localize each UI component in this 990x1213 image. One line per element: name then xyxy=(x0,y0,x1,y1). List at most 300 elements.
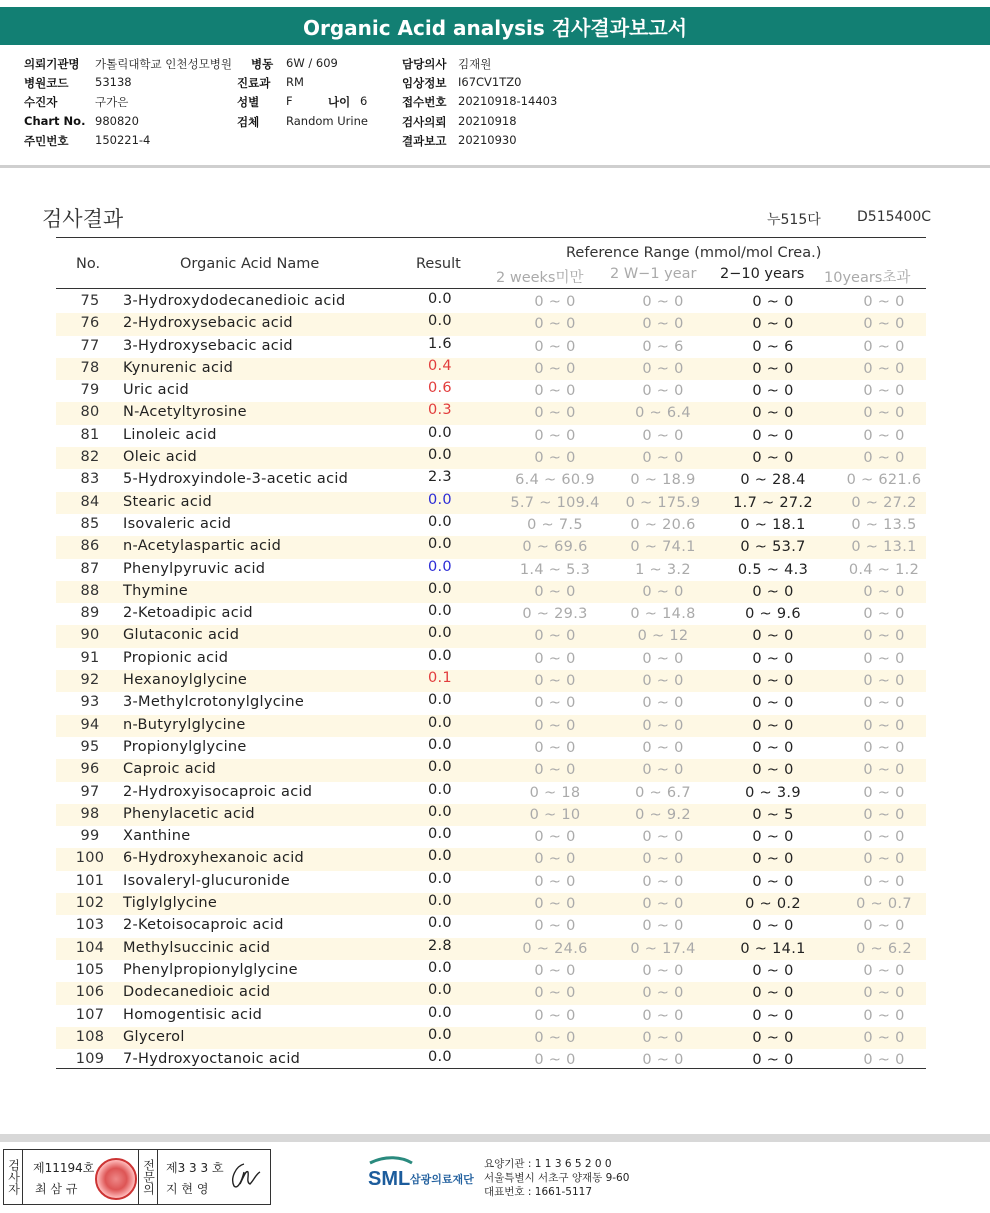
row-acid-name: 3-Hydroxydodecanedioic acid xyxy=(123,293,346,309)
row-no: 88 xyxy=(80,582,100,599)
row-acid-name: Dodecanedioic acid xyxy=(123,984,271,1001)
row-ref-2weeks: 0 ~ 0 xyxy=(534,583,576,600)
row-result: 0.0 xyxy=(428,759,452,776)
row-acid-name: Oleic acid xyxy=(123,449,198,466)
row-ref-10y: 0 ~ 0 xyxy=(863,918,905,935)
row-acid-name: 3-Hydroxysebacic acid xyxy=(123,337,293,354)
row-result: 0.0 xyxy=(428,491,452,508)
table-row xyxy=(56,670,926,692)
row-result: 0.0 xyxy=(428,848,452,865)
row-result: 2.3 xyxy=(428,469,452,486)
row-ref-10y: 0.4 ~ 1.2 xyxy=(848,561,920,578)
row-ref-10y: 0 ~ 0 xyxy=(863,383,905,400)
row-ref-2weeks: 0 ~ 0 xyxy=(534,338,576,355)
sml-logo xyxy=(366,1155,486,1199)
row-result: 0.0 xyxy=(428,313,452,330)
row-ref-10y: 0 ~ 0 xyxy=(863,1052,905,1069)
row-ref-2-10y: 0 ~ 0 xyxy=(752,405,794,422)
row-no: 82 xyxy=(80,449,100,466)
row-ref-2weeks: 0 ~ 0 xyxy=(534,650,576,667)
row-acid-name: Methylsuccinic acid xyxy=(123,939,271,956)
row-result: 0.0 xyxy=(428,893,452,910)
row-ref-10y: 0 ~ 0 xyxy=(863,739,905,756)
row-no: 84 xyxy=(80,493,100,510)
row-ref-2w-1y: 0 ~ 0 xyxy=(642,762,684,779)
row-ref-2-10y: 0 ~ 0 xyxy=(752,628,794,645)
row-result: 0.0 xyxy=(428,1004,452,1021)
row-ref-2w-1y: 0 ~ 18.9 xyxy=(630,472,696,489)
col-header-no: No. xyxy=(76,256,101,272)
row-ref-2-10y: 0 ~ 0 xyxy=(752,294,794,310)
table-row xyxy=(56,425,926,447)
row-ref-2weeks: 0 ~ 0 xyxy=(534,1029,576,1046)
row-ref-2-10y: 0 ~ 0 xyxy=(752,583,794,600)
row-no: 80 xyxy=(80,404,100,421)
row-ref-2w-1y: 0 ~ 0 xyxy=(642,673,684,690)
row-ref-10y: 0 ~ 0 xyxy=(863,294,905,310)
table-row xyxy=(56,826,926,848)
row-result: 0.0 xyxy=(428,692,452,709)
table-row xyxy=(56,603,926,625)
row-ref-2-10y: 0 ~ 0 xyxy=(752,427,794,444)
section-title: 검사결과 xyxy=(42,207,124,231)
row-ref-2-10y: 0 ~ 28.4 xyxy=(740,472,806,489)
specimen-label: 검체 xyxy=(237,115,260,129)
row-acid-name: 2-Hydroxyisocaproic acid xyxy=(123,783,313,800)
row-acid-name: N-Acetyltyrosine xyxy=(123,404,247,421)
row-acid-name: 2-Ketoadipic acid xyxy=(123,605,253,622)
row-no: 94 xyxy=(80,716,100,733)
row-acid-name: Tiglylglycine xyxy=(123,895,218,912)
row-ref-2-10y: 0.5 ~ 4.3 xyxy=(737,561,809,578)
row-ref-10y: 0 ~ 0 xyxy=(863,962,905,979)
row-ref-2weeks: 0 ~ 10 xyxy=(529,806,581,823)
age-label: 나이 xyxy=(328,95,351,109)
row-ref-10y: 0 ~ 0 xyxy=(863,450,905,467)
row-ref-10y: 0 ~ 0 xyxy=(863,695,905,712)
table-row xyxy=(56,893,926,915)
report-date-label: 결과보고 xyxy=(402,134,447,148)
row-ref-2w-1y: 0 ~ 0 xyxy=(642,896,684,913)
row-result: 0.0 xyxy=(428,714,452,731)
request-label: 검사의뢰 xyxy=(402,115,447,129)
row-ref-2weeks: 0 ~ 0 xyxy=(534,762,576,779)
row-ref-10y: 0 ~ 27.2 xyxy=(851,494,917,511)
row-ref-2w-1y: 0 ~ 0 xyxy=(642,873,684,890)
row-ref-2-10y: 0 ~ 0 xyxy=(752,918,794,935)
row-no: 85 xyxy=(80,515,100,532)
row-ref-10y: 0 ~ 0 xyxy=(863,829,905,846)
row-ref-10y: 0 ~ 0.7 xyxy=(856,896,912,913)
report-date-value: 20210930 xyxy=(458,133,517,147)
table-row xyxy=(56,514,926,536)
row-ref-2weeks: 0 ~ 0 xyxy=(534,405,576,422)
row-ref-2w-1y: 0 ~ 74.1 xyxy=(630,539,696,556)
row-ref-2w-1y: 0 ~ 20.6 xyxy=(630,516,696,533)
patient-label: 수진자 xyxy=(24,95,58,109)
inspector-name: 최 삼 규 xyxy=(35,1182,78,1196)
row-ref-2w-1y: 0 ~ 9.2 xyxy=(635,806,691,823)
row-ref-2w-1y: 0 ~ 0 xyxy=(642,918,684,935)
table-row xyxy=(56,915,926,937)
row-no: 108 xyxy=(75,1028,105,1045)
row-no: 96 xyxy=(80,761,100,778)
row-ref-2weeks: 1.4 ~ 5.3 xyxy=(519,561,591,578)
row-ref-2weeks: 0 ~ 24.6 xyxy=(522,940,588,957)
row-result: 0.0 xyxy=(428,959,452,976)
row-ref-2weeks: 0 ~ 0 xyxy=(534,695,576,712)
row-ref-2-10y: 0 ~ 0 xyxy=(752,1029,794,1046)
row-ref-2w-1y: 0 ~ 0 xyxy=(642,829,684,846)
clinical-value: I67CV1TZ0 xyxy=(458,75,522,89)
row-ref-2w-1y: 0 ~ 0 xyxy=(642,851,684,868)
table-row xyxy=(56,402,926,424)
row-acid-name: Propionylglycine xyxy=(123,738,247,755)
row-no: 100 xyxy=(75,850,105,867)
row-result: 0.4 xyxy=(428,357,452,374)
row-acid-name: Phenylpyruvic acid xyxy=(123,560,266,577)
row-ref-2-10y: 1.7 ~ 27.2 xyxy=(733,494,813,511)
table-top-rule xyxy=(56,237,926,238)
hospital-code-value: 53138 xyxy=(95,75,132,89)
table-row xyxy=(56,982,926,1004)
doctor-label: 담당의사 xyxy=(402,57,447,71)
row-ref-2-10y: 0 ~ 0 xyxy=(752,985,794,1002)
row-ref-2weeks: 0 ~ 0 xyxy=(534,873,576,890)
row-no: 107 xyxy=(75,1006,105,1023)
row-result: 0.0 xyxy=(428,982,452,999)
table-row xyxy=(56,1027,926,1049)
row-result: 0.0 xyxy=(428,625,452,642)
sml-logo-icon xyxy=(366,1155,486,1195)
row-no: 89 xyxy=(80,605,100,622)
table-row xyxy=(56,581,926,603)
age-value: 6 xyxy=(360,94,368,108)
row-result: 0.0 xyxy=(428,1026,452,1043)
row-no: 87 xyxy=(80,560,100,577)
row-ref-2-10y: 0 ~ 0 xyxy=(752,717,794,734)
row-ref-2-10y: 0 ~ 0 xyxy=(752,383,794,400)
row-ref-2w-1y: 0 ~ 0 xyxy=(642,316,684,333)
row-acid-name: 7-Hydroxyoctanoic acid xyxy=(123,1051,301,1068)
row-ref-2w-1y: 0 ~ 0 xyxy=(642,427,684,444)
specialist-label xyxy=(138,1150,158,1204)
row-no: 93 xyxy=(80,694,100,711)
row-ref-10y: 0 ~ 0 xyxy=(863,360,905,377)
sml-org-name: 삼광의료재단 xyxy=(410,1173,474,1186)
row-ref-2weeks: 0 ~ 0 xyxy=(534,962,576,979)
row-acid-name: Uric acid xyxy=(123,382,189,399)
row-result: 0.0 xyxy=(428,803,452,820)
sml-logo-text: SML xyxy=(368,1168,411,1190)
row-ref-10y: 0 ~ 13.5 xyxy=(851,516,917,533)
row-ref-2w-1y: 0 ~ 0 xyxy=(642,985,684,1002)
row-ref-2weeks: 0 ~ 0 xyxy=(534,1007,576,1024)
row-ref-2weeks: 0 ~ 0 xyxy=(534,739,576,756)
row-ref-10y: 0 ~ 0 xyxy=(863,405,905,422)
row-ref-10y: 0 ~ 0 xyxy=(863,851,905,868)
row-acid-name: 2-Hydroxysebacic acid xyxy=(123,315,293,332)
row-ref-10y: 0 ~ 0 xyxy=(863,583,905,600)
table-row xyxy=(56,782,926,804)
row-acid-name: Glycerol xyxy=(123,1028,185,1045)
row-ref-2weeks: 0 ~ 0 xyxy=(534,383,576,400)
row-ref-10y: 0 ~ 0 xyxy=(863,606,905,623)
row-result: 0.0 xyxy=(428,603,452,620)
inspector-license: 제11194호 xyxy=(33,1161,95,1175)
row-ref-2w-1y: 0 ~ 0 xyxy=(642,1029,684,1046)
row-acid-name: 5-Hydroxyindole-3-acetic acid xyxy=(123,471,349,488)
row-ref-2weeks: 0 ~ 7.5 xyxy=(527,516,583,533)
resident-value: 150221-4 xyxy=(95,133,151,147)
row-ref-2-10y: 0 ~ 6 xyxy=(752,338,794,355)
row-acid-name: Phenylpropionylglycine xyxy=(123,961,298,978)
sex-label: 성별 xyxy=(237,95,260,109)
row-no: 97 xyxy=(80,783,100,800)
row-ref-2weeks: 0 ~ 29.3 xyxy=(522,606,588,623)
row-ref-2weeks: 0 ~ 0 xyxy=(534,316,576,333)
row-ref-10y: 0 ~ 0 xyxy=(863,873,905,890)
table-row xyxy=(56,380,926,402)
row-ref-2w-1y: 0 ~ 0 xyxy=(642,650,684,667)
row-no: 91 xyxy=(80,649,100,666)
row-ref-2-10y: 0 ~ 9.6 xyxy=(745,606,801,623)
row-no: 101 xyxy=(75,872,105,889)
row-ref-2-10y: 0 ~ 0 xyxy=(752,450,794,467)
row-no: 83 xyxy=(80,471,100,488)
row-result: 0.0 xyxy=(428,580,452,597)
col-header-ref-2weeks: 2 weeks미만 xyxy=(496,270,584,286)
row-no: 79 xyxy=(80,382,100,399)
row-result: 0.0 xyxy=(428,424,452,441)
row-ref-2-10y: 0 ~ 0 xyxy=(752,851,794,868)
row-ref-2-10y: 0 ~ 0 xyxy=(752,673,794,690)
section-id-2: D515400C xyxy=(857,209,931,225)
table-row xyxy=(56,648,926,670)
row-no: 99 xyxy=(80,828,100,845)
dept-value: RM xyxy=(286,75,304,89)
row-result: 0.0 xyxy=(428,647,452,664)
signature-box xyxy=(3,1149,271,1205)
row-result: 2.8 xyxy=(428,937,452,954)
row-ref-10y: 0 ~ 0 xyxy=(863,628,905,645)
row-no: 105 xyxy=(75,961,105,978)
row-result: 0.0 xyxy=(428,870,452,887)
row-no: 90 xyxy=(80,627,100,644)
row-ref-2w-1y: 0 ~ 6 xyxy=(642,338,684,355)
dept-label: 진료과 xyxy=(237,76,271,90)
row-ref-2-10y: 0 ~ 0 xyxy=(752,1007,794,1024)
row-ref-2weeks: 0 ~ 0 xyxy=(534,427,576,444)
row-no: 98 xyxy=(80,805,100,822)
row-ref-2weeks: 0 ~ 0 xyxy=(534,918,576,935)
row-ref-2w-1y: 0 ~ 0 xyxy=(642,962,684,979)
row-ref-2-10y: 0 ~ 0 xyxy=(752,829,794,846)
row-no: 109 xyxy=(75,1051,105,1068)
col-header-ref-2-10y: 2−10 years xyxy=(720,266,805,282)
row-ref-2w-1y: 0 ~ 0 xyxy=(642,294,684,310)
row-result: 0.1 xyxy=(428,670,452,687)
row-ref-2-10y: 0 ~ 5 xyxy=(752,806,794,823)
row-ref-10y: 0 ~ 13.1 xyxy=(851,539,917,556)
table-row xyxy=(56,469,926,491)
row-ref-2weeks: 0 ~ 0 xyxy=(534,717,576,734)
row-ref-10y: 0 ~ 0 xyxy=(863,784,905,801)
row-acid-name: 3-Methylcrotonylglycine xyxy=(123,694,305,711)
ward-value: 6W / 609 xyxy=(286,56,338,70)
row-acid-name: Isovaleryl-glucuronide xyxy=(123,872,290,889)
row-ref-2-10y: 0 ~ 0 xyxy=(752,762,794,779)
row-ref-10y: 0 ~ 0 xyxy=(863,650,905,667)
row-ref-10y: 0 ~ 0 xyxy=(863,762,905,779)
row-ref-10y: 0 ~ 621.6 xyxy=(846,472,922,489)
signature-icon xyxy=(226,1158,266,1194)
row-ref-2weeks: 0 ~ 0 xyxy=(534,450,576,467)
sex-value: F xyxy=(286,94,293,108)
table-row xyxy=(56,938,926,960)
row-ref-2weeks: 0 ~ 0 xyxy=(534,628,576,645)
row-result: 0.0 xyxy=(428,513,452,530)
row-ref-2weeks: 0 ~ 0 xyxy=(534,673,576,690)
row-acid-name: n-Acetylaspartic acid xyxy=(123,538,282,555)
institution-value: 가톨릭대학교 인천성모병원 xyxy=(95,57,232,71)
table-bottom-rule xyxy=(56,1068,926,1069)
table-row xyxy=(56,492,926,514)
table-row xyxy=(56,447,926,469)
row-ref-2-10y: 0 ~ 0 xyxy=(752,650,794,667)
row-no: 81 xyxy=(80,426,100,443)
row-ref-2w-1y: 0 ~ 6.4 xyxy=(635,405,691,422)
chart-no-label: Chart No. xyxy=(24,114,86,128)
col-header-ref-2w-1y: 2 W−1 year xyxy=(610,266,697,282)
row-no: 75 xyxy=(80,293,100,309)
patient-value: 구가은 xyxy=(95,95,129,109)
row-result: 0.0 xyxy=(428,736,452,753)
row-ref-10y: 0 ~ 0 xyxy=(863,1029,905,1046)
row-acid-name: Stearic acid xyxy=(123,493,212,510)
row-ref-2w-1y: 0 ~ 0 xyxy=(642,1052,684,1069)
col-header-ref-10y: 10years초과 xyxy=(824,270,911,286)
chart-no-value: 980820 xyxy=(95,114,139,128)
table-row xyxy=(56,559,926,581)
row-ref-10y: 0 ~ 0 xyxy=(863,427,905,444)
row-ref-10y: 0 ~ 0 xyxy=(863,717,905,734)
row-ref-2-10y: 0 ~ 53.7 xyxy=(740,539,806,556)
table-row xyxy=(56,715,926,737)
row-ref-2weeks: 0 ~ 0 xyxy=(534,985,576,1002)
row-ref-2weeks: 0 ~ 69.6 xyxy=(522,539,588,556)
row-result: 0.0 xyxy=(428,1049,452,1066)
row-no: 86 xyxy=(80,538,100,555)
row-result: 0.0 xyxy=(428,447,452,464)
org-contact xyxy=(484,1157,629,1199)
row-acid-name: Homogentisic acid xyxy=(123,1006,263,1023)
row-ref-2weeks: 0 ~ 0 xyxy=(534,1052,576,1069)
official-seal-icon xyxy=(95,1158,137,1200)
ward-label: 병동 xyxy=(251,57,274,71)
row-ref-2w-1y: 0 ~ 0 xyxy=(642,695,684,712)
specialist-label-text: 전문의 xyxy=(141,1159,156,1195)
row-result: 0.3 xyxy=(428,402,452,419)
row-ref-2w-1y: 0 ~ 0 xyxy=(642,383,684,400)
table-row xyxy=(56,291,926,313)
row-ref-2-10y: 0 ~ 0 xyxy=(752,695,794,712)
row-ref-2w-1y: 0 ~ 0 xyxy=(642,450,684,467)
clinical-label: 임상정보 xyxy=(402,76,447,90)
row-ref-10y: 0 ~ 6.2 xyxy=(856,940,912,957)
row-acid-name: Thymine xyxy=(123,582,188,599)
row-ref-2weeks: 0 ~ 0 xyxy=(534,896,576,913)
row-no: 92 xyxy=(80,672,100,689)
row-result: 0.0 xyxy=(428,558,452,575)
row-result: 0.0 xyxy=(428,826,452,843)
row-result: 0.0 xyxy=(428,781,452,798)
institution-label: 의뢰기관명 xyxy=(24,57,80,71)
specialist-name: 지 현 영 xyxy=(166,1182,209,1196)
row-ref-10y: 0 ~ 0 xyxy=(863,316,905,333)
org-care-code: 요양기관 : 1 1 3 6 5 2 0 0 xyxy=(484,1158,612,1170)
row-no: 78 xyxy=(80,359,100,376)
row-ref-2w-1y: 0 ~ 14.8 xyxy=(630,606,696,623)
footer-divider xyxy=(0,1134,990,1142)
row-ref-2w-1y: 0 ~ 0 xyxy=(642,739,684,756)
row-ref-2-10y: 0 ~ 0 xyxy=(752,316,794,333)
row-result: 0.0 xyxy=(428,291,452,307)
row-ref-2weeks: 5.7 ~ 109.4 xyxy=(510,494,600,511)
row-no: 95 xyxy=(80,738,100,755)
row-acid-name: Hexanoylglycine xyxy=(123,672,248,689)
row-ref-2weeks: 0 ~ 0 xyxy=(534,294,576,310)
row-ref-10y: 0 ~ 0 xyxy=(863,985,905,1002)
row-ref-10y: 0 ~ 0 xyxy=(863,806,905,823)
inspector-label-text: 검사자 xyxy=(6,1159,21,1195)
row-no: 103 xyxy=(75,917,105,934)
table-row xyxy=(56,759,926,781)
row-result: 1.6 xyxy=(428,335,452,352)
row-ref-2w-1y: 0 ~ 6.7 xyxy=(635,784,691,801)
receipt-value: 20210918-14403 xyxy=(458,94,558,108)
row-no: 76 xyxy=(80,315,100,332)
table-row xyxy=(56,1005,926,1027)
row-ref-2-10y: 0 ~ 0 xyxy=(752,1052,794,1069)
table-row xyxy=(56,358,926,380)
section-id-1: 누515다 xyxy=(767,212,821,228)
resident-label: 주민번호 xyxy=(24,134,69,148)
row-ref-2-10y: 0 ~ 14.1 xyxy=(740,940,806,957)
row-ref-2w-1y: 0 ~ 17.4 xyxy=(630,940,696,957)
specialist-license: 제3 3 3 호 xyxy=(166,1161,224,1175)
row-ref-2weeks: 6.4 ~ 60.9 xyxy=(515,472,595,489)
row-ref-2w-1y: 0 ~ 0 xyxy=(642,1007,684,1024)
row-acid-name: Phenylacetic acid xyxy=(123,805,255,822)
col-header-result: Result xyxy=(416,256,461,272)
report-title: Organic Acid analysis 검사결과보고서 xyxy=(0,7,990,45)
row-ref-10y: 0 ~ 0 xyxy=(863,1007,905,1024)
row-acid-name: Propionic acid xyxy=(123,649,229,666)
row-ref-2w-1y: 0 ~ 0 xyxy=(642,717,684,734)
table-row xyxy=(56,960,926,982)
col-header-reference: Reference Range (mmol/mol Crea.) xyxy=(566,245,822,261)
table-row xyxy=(56,804,926,826)
row-ref-2-10y: 0 ~ 0.2 xyxy=(745,896,801,913)
row-ref-2weeks: 0 ~ 18 xyxy=(529,784,581,801)
row-acid-name: Linoleic acid xyxy=(123,426,217,443)
row-ref-2-10y: 0 ~ 0 xyxy=(752,962,794,979)
table-row xyxy=(56,536,926,558)
table-row xyxy=(56,625,926,647)
request-value: 20210918 xyxy=(458,114,517,128)
row-ref-2weeks: 0 ~ 0 xyxy=(534,851,576,868)
